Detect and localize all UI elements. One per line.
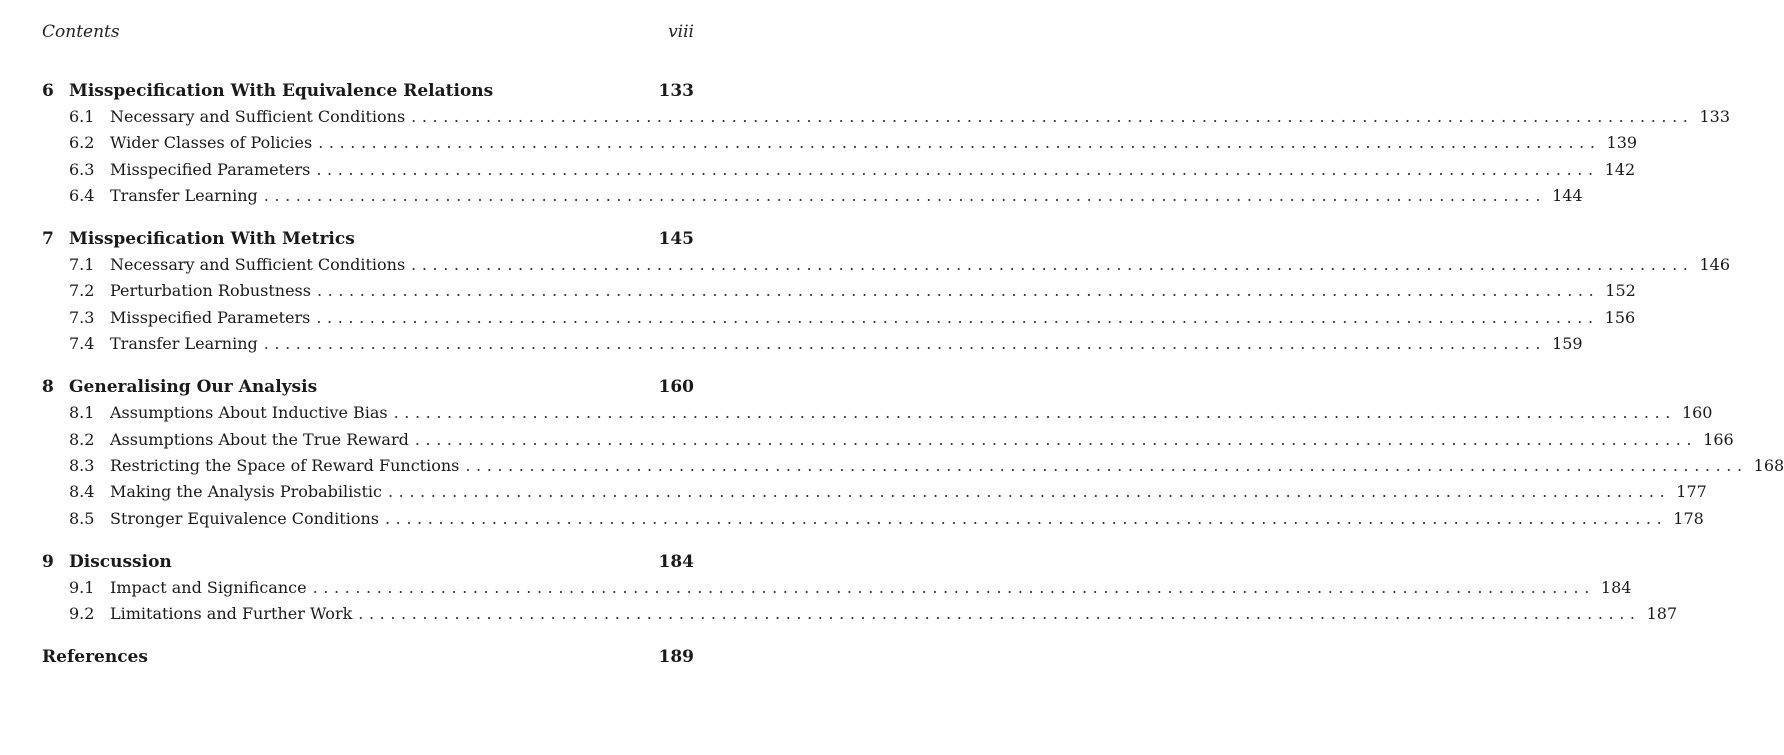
chapter-number: 7 bbox=[42, 229, 54, 250]
dot-leader: ........................................................................................................................ bbox=[318, 133, 1601, 153]
section-page: 152 bbox=[1605, 281, 1636, 301]
table-of-contents bbox=[42, 81, 1784, 673]
section-title: Limitations and Further Work bbox=[110, 604, 353, 624]
section-entry[interactable] bbox=[42, 334, 1583, 360]
chapter-number: 9 bbox=[42, 551, 54, 572]
section-number: 7.1 bbox=[69, 255, 95, 275]
chapter-title: Misspecification With Equivalence Relations bbox=[69, 81, 494, 101]
section-title: Making the Analysis Probabilistic bbox=[110, 482, 382, 502]
section-title: Perturbation Robustness bbox=[110, 281, 311, 301]
chapter-block bbox=[42, 81, 1731, 212]
section-entry[interactable] bbox=[42, 482, 1707, 508]
dot-leader: ........................................................................................................................ bbox=[393, 403, 1676, 423]
chapter-block bbox=[42, 551, 1678, 631]
dot-leader: ........................................................................................................................ bbox=[411, 255, 1694, 275]
section-page: 142 bbox=[1604, 159, 1636, 179]
section-entry[interactable] bbox=[42, 307, 1636, 334]
dot-leader: ........................................................................................................................ bbox=[387, 482, 1671, 502]
section-page: 139 bbox=[1606, 133, 1638, 153]
section-number: 8.3 bbox=[69, 455, 95, 475]
chapter-block bbox=[42, 377, 1784, 534]
section-entry[interactable] bbox=[42, 455, 1784, 482]
references-title: References bbox=[42, 647, 148, 668]
section-page: 159 bbox=[1552, 334, 1583, 354]
dot-leader: ........................................................................................................................ bbox=[414, 429, 1698, 449]
section-number: 8.4 bbox=[69, 482, 95, 502]
section-entry[interactable] bbox=[42, 604, 1678, 630]
dot-leader: ........................................................................................................................ bbox=[316, 281, 1600, 301]
section-number: 6.2 bbox=[69, 133, 95, 153]
section-page: 133 bbox=[1699, 107, 1731, 126]
section-number: 8.5 bbox=[69, 508, 95, 528]
running-head-page-number: viii bbox=[668, 22, 694, 42]
section-number: 7.3 bbox=[69, 307, 95, 327]
section-entry[interactable] bbox=[42, 107, 1731, 133]
section-title: Transfer Learning bbox=[110, 185, 258, 205]
dot-leader: ........................................................................................................................ bbox=[465, 455, 1748, 475]
chapter-page: 133 bbox=[658, 81, 694, 101]
section-page: 168 bbox=[1753, 455, 1784, 475]
dot-leader: ........................................................................................................................ bbox=[263, 185, 1547, 205]
section-entry[interactable] bbox=[42, 185, 1583, 212]
section-entry[interactable] bbox=[42, 577, 1632, 604]
section-title: Impact and Significance bbox=[110, 577, 307, 597]
section-number: 7.4 bbox=[69, 334, 95, 354]
section-page: 178 bbox=[1673, 508, 1704, 528]
section-page: 177 bbox=[1676, 482, 1707, 502]
section-entry[interactable] bbox=[42, 133, 1638, 159]
chapter-page: 145 bbox=[658, 229, 694, 250]
section-page: 160 bbox=[1681, 403, 1713, 423]
section-page: 144 bbox=[1552, 185, 1583, 205]
section-number: 9.2 bbox=[69, 604, 95, 624]
chapter-title: Misspecification With Metrics bbox=[69, 229, 355, 250]
section-title: Stronger Equivalence Conditions bbox=[110, 508, 379, 528]
section-number: 6.3 bbox=[69, 159, 95, 179]
section-title: Necessary and Sufficient Conditions bbox=[110, 255, 406, 275]
section-title: Transfer Learning bbox=[110, 334, 258, 354]
chapter-block bbox=[42, 229, 1731, 360]
section-page: 166 bbox=[1703, 429, 1734, 449]
chapter-title: Discussion bbox=[69, 551, 172, 572]
section-entry[interactable] bbox=[42, 159, 1636, 186]
section-number: 9.1 bbox=[69, 577, 95, 597]
section-entry[interactable] bbox=[42, 508, 1704, 535]
chapter-page: 184 bbox=[658, 551, 694, 572]
dot-leader: ........................................................................................................................ bbox=[263, 334, 1547, 354]
section-title: Misspecified Parameters bbox=[110, 159, 311, 179]
chapter-list bbox=[42, 81, 1784, 630]
section-title: Assumptions About the True Reward bbox=[110, 429, 409, 449]
section-entry[interactable] bbox=[42, 281, 1636, 307]
dot-leader: ........................................................................................................................ bbox=[316, 307, 1599, 327]
section-title: Misspecified Parameters bbox=[110, 307, 311, 327]
section-entry[interactable] bbox=[42, 429, 1734, 456]
section-title: Assumptions About Inductive Bias bbox=[110, 403, 388, 423]
section-number: 6.1 bbox=[69, 107, 95, 126]
dot-leader: ........................................................................................................................ bbox=[358, 604, 1641, 624]
section-number: 8.2 bbox=[69, 429, 95, 449]
running-head-title: Contents bbox=[42, 22, 120, 42]
section-entry[interactable] bbox=[42, 255, 1731, 281]
chapter-number: 8 bbox=[42, 377, 54, 398]
references-page: 189 bbox=[658, 647, 694, 668]
dot-leader: ........................................................................................................................ bbox=[312, 577, 1595, 597]
section-page: 187 bbox=[1646, 604, 1678, 624]
section-number: 8.1 bbox=[69, 403, 95, 423]
chapter-entry[interactable] bbox=[42, 552, 694, 578]
section-title: Restricting the Space of Reward Functions bbox=[110, 455, 460, 475]
chapter-number: 6 bbox=[42, 81, 54, 101]
section-number: 6.4 bbox=[69, 185, 95, 205]
section-number: 7.2 bbox=[69, 281, 95, 301]
references-entry[interactable] bbox=[42, 647, 694, 673]
section-title: Wider Classes of Policies bbox=[110, 133, 313, 153]
chapter-entry[interactable] bbox=[42, 229, 694, 255]
section-entry[interactable] bbox=[42, 403, 1713, 429]
chapter-entry[interactable] bbox=[42, 377, 694, 403]
section-page: 156 bbox=[1604, 307, 1636, 327]
dot-leader: ........................................................................................................................ bbox=[316, 159, 1599, 179]
running-head bbox=[42, 22, 694, 44]
chapter-entry[interactable] bbox=[42, 81, 694, 107]
dot-leader: ........................................................................................................................ bbox=[411, 107, 1694, 126]
dot-leader: ........................................................................................................................ bbox=[384, 508, 1668, 528]
section-title: Necessary and Sufficient Conditions bbox=[110, 107, 406, 126]
section-page: 184 bbox=[1600, 577, 1632, 597]
chapter-title: Generalising Our Analysis bbox=[69, 377, 318, 398]
section-page: 146 bbox=[1699, 255, 1731, 275]
chapter-page: 160 bbox=[658, 377, 694, 398]
